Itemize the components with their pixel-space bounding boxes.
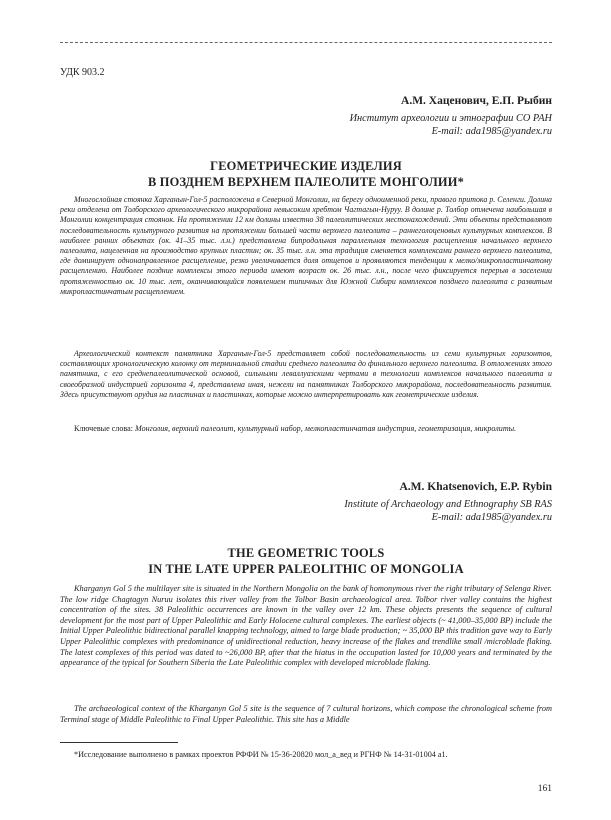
keywords-text: Монголия, верхний палеолит, культурный набор, мелкопластинчатая индустрия, геометризация, микролиты.	[134, 424, 517, 433]
ru-affiliation: Институт археологии и этнографии СО РАН	[349, 113, 552, 124]
ru-title-line1: ГЕОМЕТРИЧЕСКИЕ ИЗДЕЛИЯ	[210, 159, 402, 173]
ru-keywords	[60, 424, 552, 434]
udk-code: УДК 903.2	[60, 67, 105, 78]
page-number: 161	[537, 784, 552, 794]
en-title-line1: THE GEOMETRIC TOOLS	[227, 546, 385, 560]
en-affiliation: Institute of Archaeology and Ethnography SB RAS	[344, 499, 552, 510]
ru-abstract-paragraph-2: Археологический контекст памятника Харганын-Гол-5 представляет собой последовательность из семи культурных горизонтов, составляющих хронологическую колонку от терминальной стадии среднего палеолита до финального верхнего палеолита. В отложениях этого памятника, с его среднепалеолитической основой, сильными леваллуазскими чертами в технологии комплексов начального палеолита и своеобразной индустрией горизонта 4, представлена иная, нежели на памятниках Толборского микрорайона, последовательность развития. Здесь присутствуют орудия на пластинах и пластинках, которые можно интерпретировать как геометрические изделия.	[60, 349, 552, 399]
ru-email: E-mail: ada1985@yandex.ru	[431, 126, 552, 137]
en-abstract-paragraph-2: The archaeological context of the Kharganyn Gol 5 site is the sequence of 7 cultural horizons, which compose the chronological scheme from Terminal stage of Middle Paleolithic to Final Upper Paleolithic. This site has a Middle	[60, 704, 552, 724]
footnote-rule	[60, 742, 178, 743]
keywords-label: Ключевые слова:	[74, 424, 133, 433]
header-rule	[60, 42, 552, 43]
en-title-line2: IN THE LATE UPPER PALEOLITHIC OF MONGOLIA	[148, 562, 464, 576]
ru-title-line2: В ПОЗДНЕМ ВЕРХНЕМ ПАЛЕОЛИТЕ МОНГОЛИИ*	[148, 175, 464, 189]
ru-authors: А.М. Хаценович, Е.П. Рыбин	[401, 95, 552, 107]
en-authors: A.M. Khatsenovich, E.P. Rybin	[399, 481, 552, 493]
en-email: E-mail: ada1985@yandex.ru	[431, 512, 552, 523]
ru-abstract-paragraph-1: Многослойная стоянка Харганын-Гол-5 расположена в Северной Монголии, на берегу одноименной реки, правого притока р. Селенги. Долина реки отделена от Толборского археологического микрорайона невысоким хребтом Чагтагын-Нуруу. В долине р. Толбор отмечена наибольшая в Монголии концентрация стоянок. На протяжении 12 км долины известно 38 палеолитических местонахождений. Эти объекты представляют последовательность культурного развития на протяжении большей части верхнего палеолита – раннеголоценовых культурных комплексов. В наиболее ранних объектах (ок. 41–35 тыс. л.н.) представлена бипродольная параллельная технология расщепления начального верхнего палеолита, нацеленная на производство крупных пластин; ок. 35 тыс. л.н. эта традиция сменяется комплексами раннего верхнего палеолита, где доминирует однонаправленное расщепление, резко увеличивается доля отщепов и проявляются тенденции к мелко/микропластинчатому расщеплению. Наиболее поздние комплексы этого периода имеют возраст ок. 26 тыс. л.н., после чего фиксируется перерыв в заселении протяженностью ок. 10 тыс. лет, оканчивающийся появлением типичных для Южной Сибири комплексов позднего палеолита с развитым микропластинчатым расщеплением.	[60, 195, 552, 296]
en-abstract-paragraph-1: Kharganyn Gol 5 the multilayer site is situated in the Northern Mongolia on the bank of homonymous river the right tributary of Selenga River. The low ridge Chagtagyn Nuruu isolates this river valley from the Tolbor Basin archaeological area. Tolbor river valley contains the highest concentration of the sites. 38 Paleolithic occurrences are known in the valley over 12 km. These objects presents the sequence of cultural development for the most part of Upper Paleolithic and Early Holocene cultural complexes. The earliest objects (~ 41,000–35,000 BP) include the Initial Upper Paleolithic bidirectional parallel knapping technology, aimed to large blade production; ~ 35,000 BP this tradition gave way to Early Upper Paleolithic complexes with predominance of unidirectional reduction, heavy increase of the flakes and trendlike small /microblade flaking. The latest complexes of this period was dated to ~26,000 BP, after that the hiatus in the occupation lasted for 10,000 years and terminated by the appearance of the typical for Southern Siberia the Late Paleolithic complex with developed microblade flaking.	[60, 584, 552, 668]
footnote: *Исследование выполнено в рамках проектов РФФИ № 15-36-20820 мол_а_вед и РГНФ № 14-31-01004 а1.	[74, 750, 448, 759]
en-title	[60, 545, 552, 577]
ru-title	[60, 158, 552, 190]
